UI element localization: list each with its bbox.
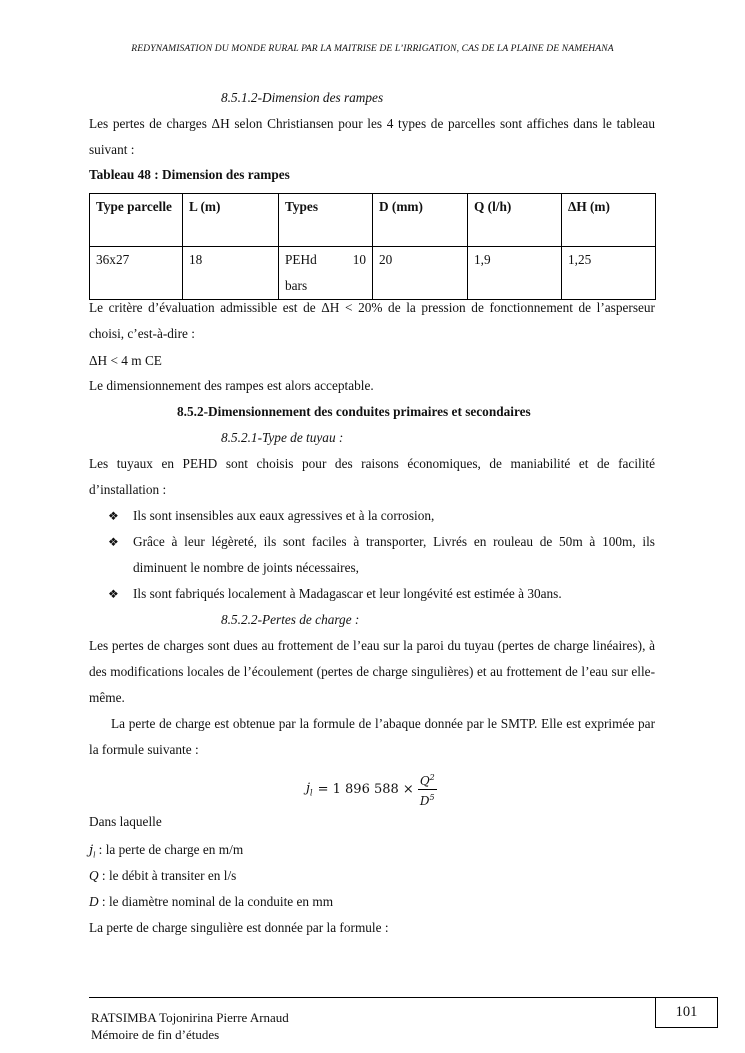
- table-row: [90, 247, 656, 300]
- formula-constant: = 1 896 588 ×: [317, 782, 414, 797]
- diamond-bullet-icon: ❖: [108, 535, 119, 549]
- page-number: 101: [655, 997, 718, 1028]
- header-l: L (m): [183, 194, 279, 247]
- cell-type: 36x27: [90, 247, 183, 300]
- footer: [91, 1009, 289, 1043]
- cell-dh: 1,25: [562, 247, 656, 300]
- header-type-parcelle: Type parcelle: [90, 194, 183, 247]
- cell-types-unit: bars: [285, 278, 308, 293]
- list-item: ❖ Ils sont insensibles aux eaux agressives et à la corrosion,: [108, 503, 655, 529]
- footer-subtitle: Mémoire de fin d’études: [91, 1027, 220, 1042]
- definition-q: Q : le débit à transiter en l/s: [89, 868, 237, 883]
- smtp-paragraph: La perte de charge est obtenue par la formule de l’abaque donnée par le SMTP. Elle est exprimée par la formule suivante :: [89, 716, 655, 757]
- intro-paragraph: Les pertes de charges ΔH selon Christiansen pour les 4 types de parcelles sont affiches dans le tableau suivant :: [89, 116, 655, 157]
- cell-q: 1,9: [468, 247, 562, 300]
- header-dh: ΔH (m): [562, 194, 656, 247]
- cell-types: [279, 247, 373, 300]
- header-types: Types: [279, 194, 373, 247]
- list-item: ❖ Grâce à leur légèreté, ils sont faciles à transporter, Livrés en rouleau de 50m à 100m, ils diminuent le nombre de joints nécessaires,: [108, 529, 655, 581]
- running-header: REDYNAMISATION DU MONDE RURAL PAR LA MAITRISE DE L’IRRIGATION, CAS DE LA PLAINE DE NAMEHANA: [131, 43, 614, 54]
- diamond-bullet-icon: ❖: [108, 509, 119, 523]
- header-q: Q (l/h): [468, 194, 562, 247]
- cell-types-pressure: 10: [352, 252, 366, 267]
- definition-jl: $j_l$ : la perte de charge en m/m: [89, 842, 244, 860]
- advantages-list: [108, 503, 655, 607]
- pertes-paragraph: Les pertes de charges sont dues au frottement de l’eau sur la paroi du tuyau (pertes de charge linéaires), à des modifications locales de l’écoulement (pertes de charge singulières) et au frottement de l’eau sur elle-même.: [89, 638, 655, 705]
- cell-d: 20: [373, 247, 468, 300]
- list-item: ❖ Ils sont fabriqués localement à Madagascar et leur longévité est estimée à 30ans.: [108, 581, 655, 607]
- rampes-table: [89, 193, 656, 300]
- singuliere-intro: La perte de charge singulière est donnée par la formule :: [89, 920, 389, 935]
- table-header-row: [90, 194, 656, 247]
- critere-equation: ΔH < 4 m CE: [89, 353, 162, 368]
- tuyau-paragraph: Les tuyaux en PEHD sont choisis pour des raisons économiques, de maniabilité et de facilité d’installation :: [89, 456, 655, 497]
- section-8522-title: 8.5.2.2-Pertes de charge :: [221, 612, 360, 627]
- formula-lhs: $j_l$: [306, 781, 313, 798]
- dans-laquelle: Dans laquelle: [89, 814, 162, 829]
- cell-l: 18: [183, 247, 279, 300]
- head-loss-formula: [0, 764, 745, 806]
- formula-fraction: $\frac{Q^2}{D^5}$: [418, 770, 437, 809]
- cell-types-material: PEHd: [285, 252, 317, 267]
- critere-paragraph: Le critère d’évaluation admissible est de ΔH < 20% de la pression de fonctionnement de l’asperseur choisi, c’est-à-dire :: [89, 300, 655, 341]
- section-852-title: 8.5.2-Dimensionnement des conduites primaires et secondaires: [177, 404, 531, 419]
- footer-author: RATSIMBA Tojonirina Pierre Arnaud: [91, 1010, 289, 1025]
- header-d: D (mm): [373, 194, 468, 247]
- acceptable-statement: Le dimensionnement des rampes est alors acceptable.: [89, 378, 374, 393]
- section-8521-title: 8.5.2.1-Type de tuyau :: [221, 430, 344, 445]
- section-8512-title: 8.5.1.2-Dimension des rampes: [221, 90, 384, 105]
- definition-d: D : le diamètre nominal de la conduite en mm: [89, 894, 334, 909]
- diamond-bullet-icon: ❖: [108, 587, 119, 601]
- table-caption: Tableau 48 : Dimension des rampes: [89, 167, 290, 182]
- footer-divider: [89, 997, 655, 998]
